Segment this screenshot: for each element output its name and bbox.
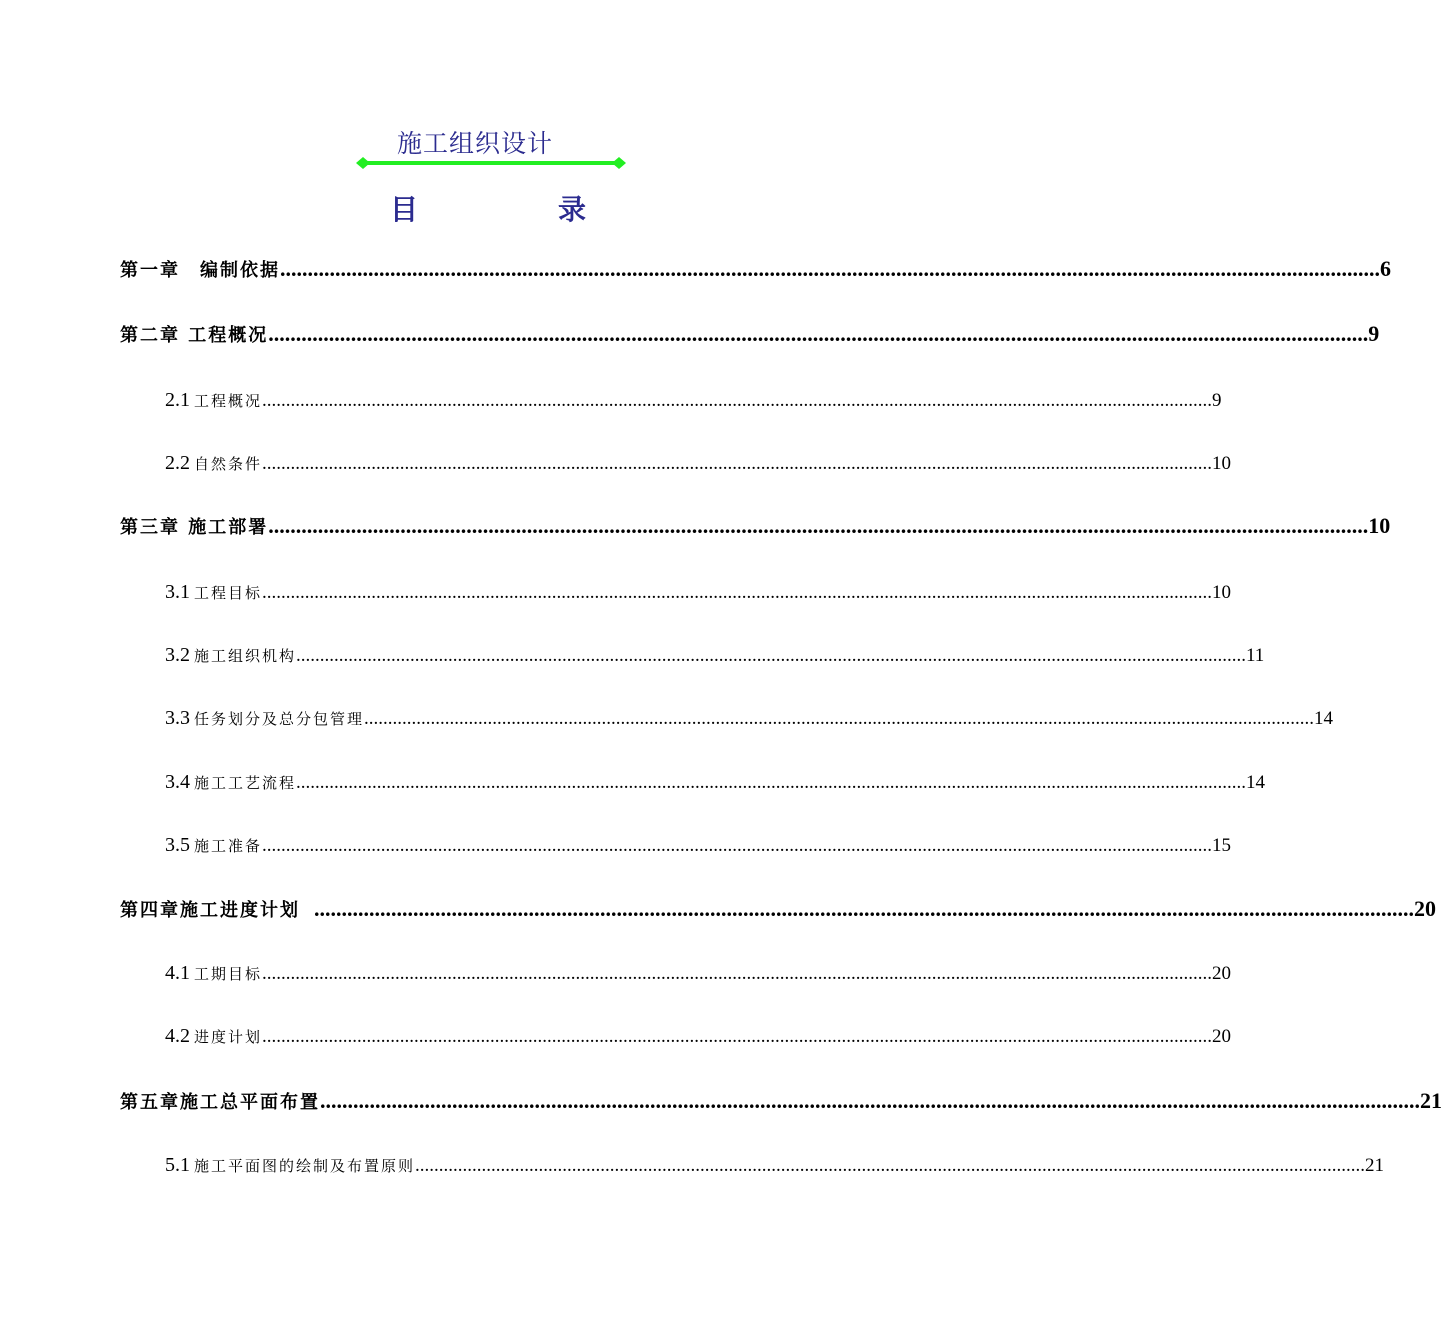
section-title: 工期目标 xyxy=(194,965,263,983)
section-number: 2.2 xyxy=(165,452,190,474)
toc-entry-section-3-4[interactable] xyxy=(165,771,1266,794)
toc-entry-section-2-2[interactable] xyxy=(165,452,1232,475)
toc-page-number: 10 xyxy=(1212,582,1232,603)
dot-leader: ........................................................................................................................................................................................................ xyxy=(314,896,1414,921)
toc-entry-chapter-5[interactable] xyxy=(120,1088,1442,1114)
toc-page-number: 14 xyxy=(1246,772,1266,793)
toc-heading-right: 录 xyxy=(558,193,587,226)
section-title: 施工平面图的绘制及布置原则 xyxy=(194,1157,416,1175)
dot-leader: ........................................................................................................................................................................................................ xyxy=(364,708,1315,729)
title-underline xyxy=(356,156,626,170)
dot-leader: ........................................................................................................................................................................................................ xyxy=(415,1155,1366,1176)
toc-entry-label: 第五章施工总平面布置 xyxy=(120,1092,320,1113)
section-title: 进度计划 xyxy=(194,1028,263,1046)
toc-page-number: 21 xyxy=(1365,1155,1385,1176)
toc-page-number: 21 xyxy=(1420,1088,1442,1113)
toc-heading xyxy=(0,188,950,228)
toc-entry-label: 第二章 工程概况 xyxy=(120,325,269,346)
dot-leader: ........................................................................................................................................................................................................ xyxy=(262,963,1213,984)
toc-entry-section-2-1[interactable] xyxy=(165,389,1222,412)
toc-entry-label: 第三章 施工部署 xyxy=(120,517,269,538)
toc-page-number: 20 xyxy=(1212,963,1232,984)
dot-leader: ........................................................................................................................................................................................................ xyxy=(262,582,1213,603)
section-number: 4.1 xyxy=(165,962,190,984)
toc-page-number: 9 xyxy=(1212,390,1222,411)
section-number: 3.1 xyxy=(165,581,190,603)
section-number: 3.4 xyxy=(165,771,190,793)
toc-entry-label: 第四章施工进度计划 xyxy=(120,900,300,921)
toc-page-number: 15 xyxy=(1212,835,1232,856)
toc-page-number: 10 xyxy=(1368,513,1391,538)
document-title: 施工组织设计 xyxy=(396,129,553,158)
section-number: 3.5 xyxy=(165,834,190,856)
dot-leader: ........................................................................................................................................................................................................ xyxy=(262,453,1213,474)
toc-heading-left: 目 xyxy=(390,193,419,226)
toc-page-number: 11 xyxy=(1246,645,1265,666)
section-number: 3.3 xyxy=(165,707,190,729)
toc-page-number: 10 xyxy=(1212,453,1232,474)
section-number: 3.2 xyxy=(165,644,190,666)
section-title: 施工准备 xyxy=(194,837,263,855)
dot-leader: ........................................................................................................................................................................................................ xyxy=(262,1026,1213,1047)
toc-entry-section-3-3[interactable] xyxy=(165,707,1334,730)
dot-leader: ........................................................................................................................................................................................................ xyxy=(268,513,1369,538)
toc-page-number: 9 xyxy=(1368,321,1380,346)
toc-entry-section-3-1[interactable] xyxy=(165,581,1232,604)
dot-leader: ........................................................................................................................................................................................................ xyxy=(296,645,1247,666)
dot-leader: ........................................................................................................................................................................................................ xyxy=(262,835,1213,856)
section-title: 施工组织机构 xyxy=(194,647,297,665)
toc-entry-chapter-1[interactable] xyxy=(120,256,1391,282)
dot-leader: ........................................................................................................................................................................................................ xyxy=(268,321,1369,346)
toc-entry-label: 第一章 编制依据 xyxy=(120,260,280,281)
toc-entry-section-4-2[interactable] xyxy=(165,1025,1232,1048)
dot-leader: ........................................................................................................................................................................................................ xyxy=(296,772,1247,793)
section-title: 任务划分及总分包管理 xyxy=(194,710,365,728)
toc-entry-section-5-1[interactable] xyxy=(165,1154,1385,1177)
dot-leader: ........................................................................................................................................................................................................ xyxy=(320,1088,1420,1113)
toc-page-number: 20 xyxy=(1212,1026,1232,1047)
section-title: 自然条件 xyxy=(194,455,263,473)
toc-entry-chapter-3[interactable] xyxy=(120,513,1391,539)
dot-leader: ........................................................................................................................................................................................................ xyxy=(280,256,1380,281)
section-title: 施工工艺流程 xyxy=(194,774,297,792)
toc-page-number: 14 xyxy=(1314,708,1334,729)
toc-entry-section-4-1[interactable] xyxy=(165,962,1232,985)
section-title: 工程目标 xyxy=(194,584,263,602)
toc-page-number: 20 xyxy=(1414,896,1436,921)
toc-entry-chapter-4[interactable] xyxy=(120,896,1436,922)
toc-entry-section-3-5[interactable] xyxy=(165,834,1232,857)
toc-entry-section-3-2[interactable] xyxy=(165,644,1265,667)
section-number: 5.1 xyxy=(165,1154,190,1176)
toc-page-number: 6 xyxy=(1380,256,1391,281)
dot-leader: ........................................................................................................................................................................................................ xyxy=(262,390,1213,411)
toc-entry-chapter-2[interactable] xyxy=(120,321,1380,347)
section-number: 2.1 xyxy=(165,389,190,411)
section-number: 4.2 xyxy=(165,1025,190,1047)
section-title: 工程概况 xyxy=(194,392,263,410)
